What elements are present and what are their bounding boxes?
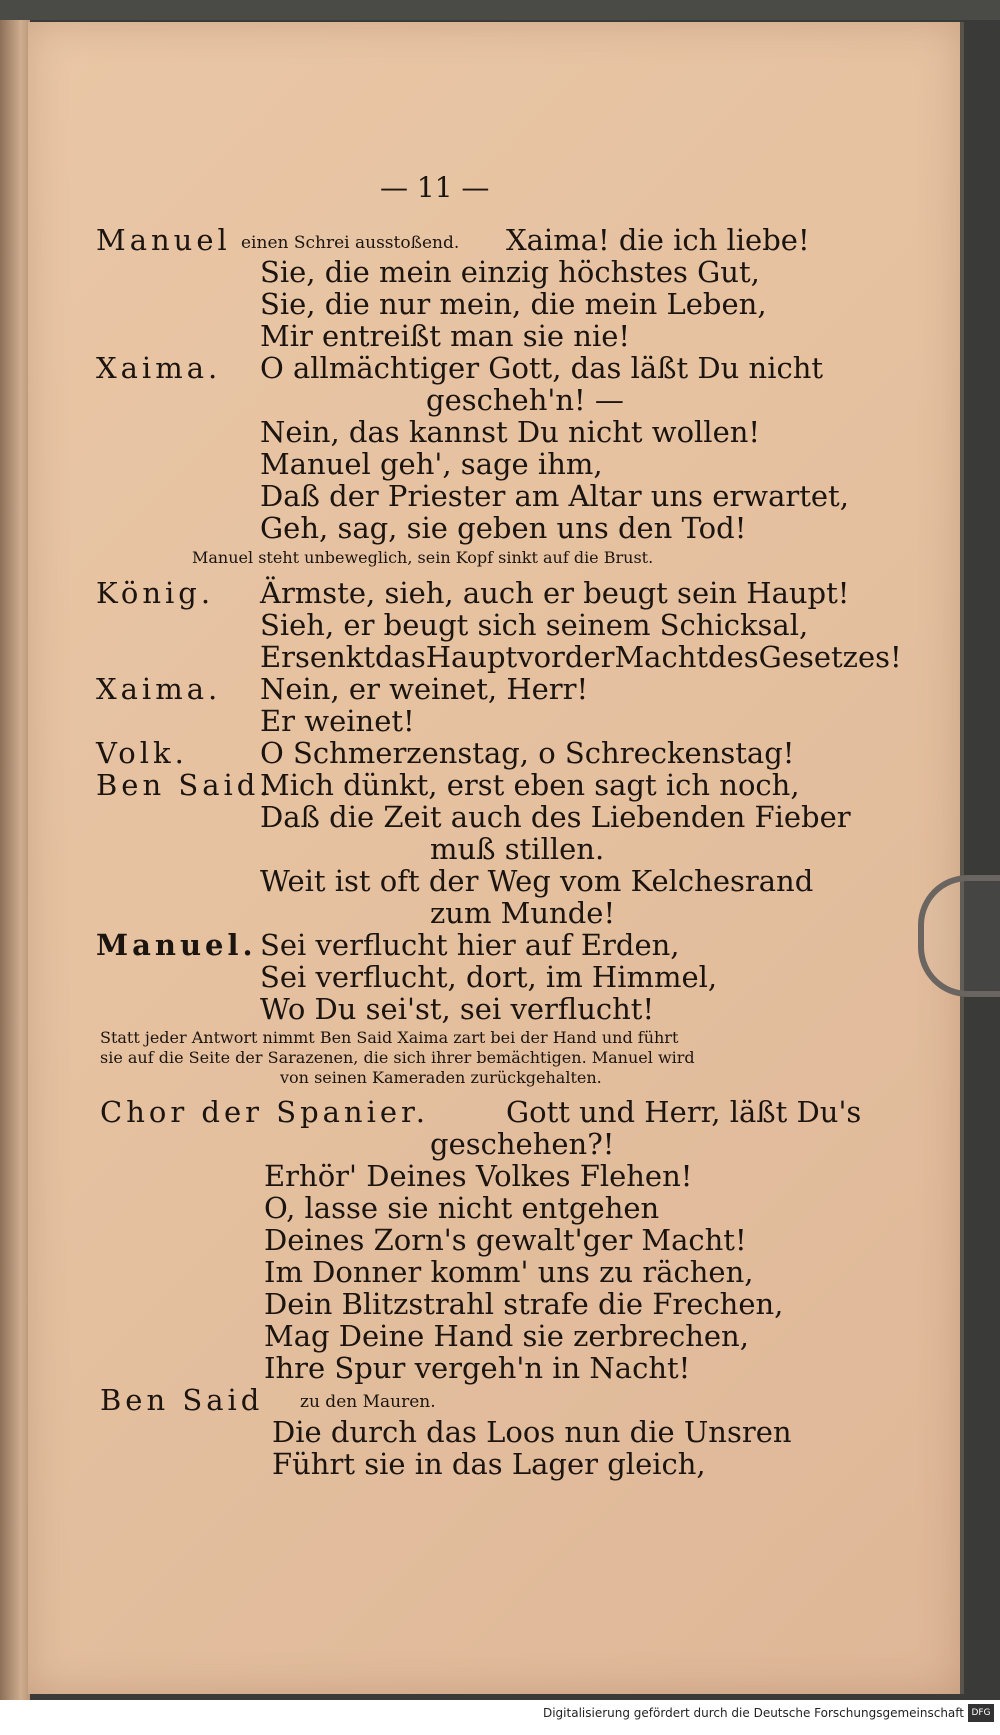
verse-line: Sei verflucht hier auf Erden,	[260, 928, 680, 962]
stage-direction: sie auf die Seite der Sarazenen, die sich ihrer bemächtigen. Manuel wird	[100, 1048, 695, 1067]
stage-direction: von seinen Kameraden zurückgehalten.	[280, 1068, 602, 1087]
stage-direction: einen Schrei ausstoßend.	[241, 233, 460, 253]
dfg-logo-icon: DFG	[968, 1704, 994, 1722]
speaker-name: Volk.	[96, 736, 188, 770]
verse-line: Wo Du sei'st, sei verflucht!	[260, 992, 655, 1026]
speaker-name: Ben Said.	[96, 768, 273, 802]
verse-line: Nein, er weinet, Herr!	[260, 672, 589, 706]
verse-line: Deines Zorn's gewalt'ger Macht!	[264, 1223, 747, 1257]
speaker-name: Xaima.	[96, 351, 222, 385]
verse-line: Sie, die nur mein, die mein Leben,	[260, 287, 767, 321]
verse-line: Xaima! die ich liebe!	[506, 223, 810, 257]
speaker-name: Manuel	[96, 223, 231, 257]
verse-line: Weit ist oft der Weg vom Kelchesrand	[260, 864, 814, 898]
verse-line: Ärmste, sieh, auch er beugt sein Haupt!	[260, 576, 850, 610]
speaker-name: Manuel.	[96, 928, 257, 962]
verse-line: Die durch das Loos nun die Unsren	[272, 1415, 792, 1449]
verse-line: Sieh, er beugt sich seinem Schicksal,	[260, 608, 809, 642]
page-number: — 11 —	[380, 171, 490, 204]
verse-line: O, lasse sie nicht entgehen	[264, 1191, 660, 1225]
verse-line: Mir entreißt man sie nie!	[260, 319, 631, 353]
speaker-name: Xaima.	[96, 672, 222, 706]
verse-line: Er weinet!	[260, 704, 415, 738]
verse-line: O allmächtiger Gott, das läßt Du nicht	[260, 351, 824, 385]
stage-direction: Statt jeder Antwort nimmt Ben Said Xaima zart bei der Hand und führt	[100, 1028, 679, 1047]
verse-line: Mich dünkt, erst eben sagt ich noch,	[260, 768, 800, 802]
verse-line: Dein Blitzstrahl strafe die Frechen,	[264, 1287, 784, 1321]
stage-direction: zu den Mauren.	[300, 1392, 436, 1412]
verse-line: muß stillen.	[430, 832, 605, 866]
speaker-name: Chor der Spanier.	[100, 1095, 429, 1129]
book-page	[28, 22, 964, 1694]
verse-line: Im Donner komm' uns zu rächen,	[264, 1255, 754, 1289]
verse-line: Erhör' Deines Volkes Flehen!	[264, 1159, 693, 1193]
verse-line: geschehen?!	[430, 1127, 615, 1161]
verse-line: O Schmerzenstag, o Schreckenstag!	[260, 736, 795, 770]
verse-line: ErsenktdasHauptvorderMachtdesGesetzes!	[260, 640, 902, 674]
verse-line: zum Munde!	[430, 896, 616, 930]
verse-line: Gott und Herr, läßt Du's	[506, 1095, 862, 1129]
verse-line: Nein, das kannst Du nicht wollen!	[260, 415, 761, 449]
speaker-name: Ben Said	[100, 1383, 264, 1417]
footer-credit: Digitalisierung gefördert durch die Deutsche Forschungsgemeinschaft	[542, 1706, 964, 1720]
verse-line: Manuel geh', sage ihm,	[260, 447, 603, 481]
page-clip	[918, 875, 1000, 997]
verse-line: Sei verflucht, dort, im Himmel,	[260, 960, 718, 994]
verse-line: Ihre Spur vergeh'n in Nacht!	[264, 1351, 691, 1385]
verse-line: Mag Deine Hand sie zerbrechen,	[264, 1319, 749, 1353]
stage-direction: Manuel steht unbeweglich, sein Kopf sinkt auf die Brust.	[192, 548, 654, 567]
speaker-name: König.	[96, 576, 215, 610]
verse-line: Daß die Zeit auch des Liebenden Fieber	[260, 800, 851, 834]
scan-edge-top	[0, 0, 1000, 20]
verse-line: Sie, die mein einzig höchstes Gut,	[260, 255, 760, 289]
verse-line: Führt sie in das Lager gleich,	[272, 1447, 706, 1481]
facing-page-edge	[0, 20, 30, 1700]
verse-line: Daß der Priester am Altar uns erwartet,	[260, 479, 849, 513]
verse-line: gescheh'n! —	[426, 383, 624, 417]
verse-line: Geh, sag, sie geben uns den Tod!	[260, 511, 747, 545]
